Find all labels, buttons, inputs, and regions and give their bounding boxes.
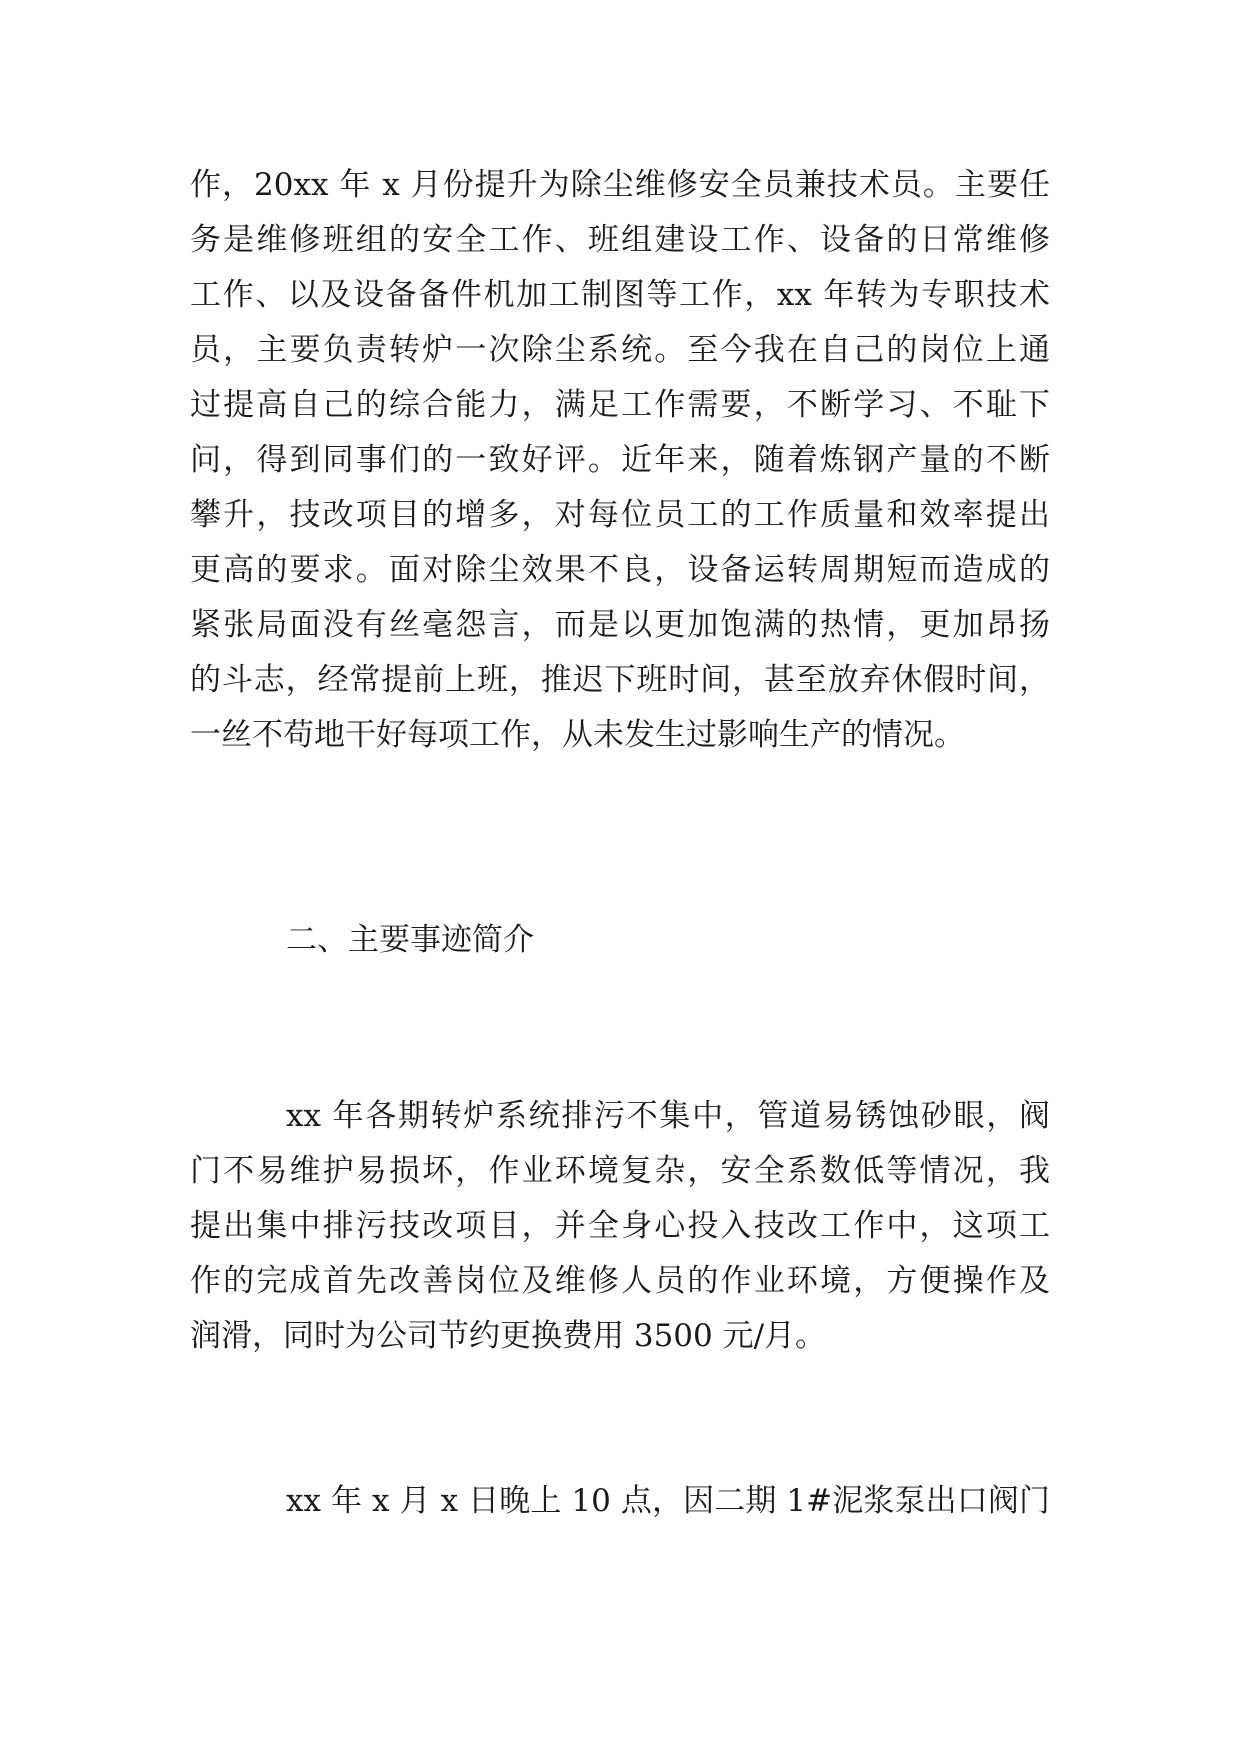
body-paragraph: [190, 158, 1050, 763]
paragraph-line: 问，得到同事们的一致好评。近年来，随着炼钢产量的不断: [190, 442, 1050, 478]
body-paragraph: [190, 1474, 1050, 1529]
paragraph-line: 工作、以及设备备件机加工制图等工作，xx 年转为专职技术: [190, 277, 1050, 313]
paragraph-line: xx 年 x 月 x 日晚上 10 点，因二期 1#泥浆泵出口阀门: [286, 1483, 1050, 1519]
section-heading-text: 二、主要事迹简介: [286, 922, 534, 958]
paragraph-line: xx 年各期转炉系统排污不集中，管道易锈蚀砂眼，阀: [286, 1098, 1050, 1134]
body-paragraph: [190, 1089, 1050, 1364]
paragraph-line: 紧张局面没有丝毫怨言，而是以更加饱满的热情，更加昂扬: [190, 607, 1050, 643]
section-heading: [190, 913, 1050, 968]
paragraph-line: 润滑，同时为公司节约更换费用 3500 元/月。: [190, 1318, 827, 1354]
paragraph-line: 更高的要求。面对除尘效果不良，设备运转周期短而造成的: [190, 552, 1050, 588]
paragraph-line: 作的完成首先改善岗位及维修人员的作业环境，方便操作及: [190, 1263, 1050, 1299]
paragraph-line: 务是维修班组的安全工作、班组建设工作、设备的日常维修: [190, 222, 1050, 258]
paragraph-line: 员，主要负责转炉一次除尘系统。至今我在自己的岗位上通: [190, 332, 1050, 368]
paragraph-line: 作，20xx 年 x 月份提升为除尘维修安全员兼技术员。主要任: [190, 167, 1050, 203]
paragraph-line: 攀升，技改项目的增多，对每位员工的工作质量和效率提出: [190, 497, 1050, 533]
paragraph-line: 过提高自己的综合能力，满足工作需要，不断学习、不耻下: [190, 387, 1050, 423]
paragraph-line: 的斗志，经常提前上班，推迟下班时间，甚至放弃休假时间，: [190, 662, 1050, 698]
paragraph-line: 一丝不苟地干好每项工作，从未发生过影响生产的情况。: [190, 717, 965, 753]
paragraph-line: 提出集中排污技改项目，并全身心投入技改工作中，这项工: [190, 1208, 1050, 1244]
paragraph-line: 门不易维护易损坏，作业环境复杂，安全系数低等情况，我: [190, 1153, 1050, 1189]
